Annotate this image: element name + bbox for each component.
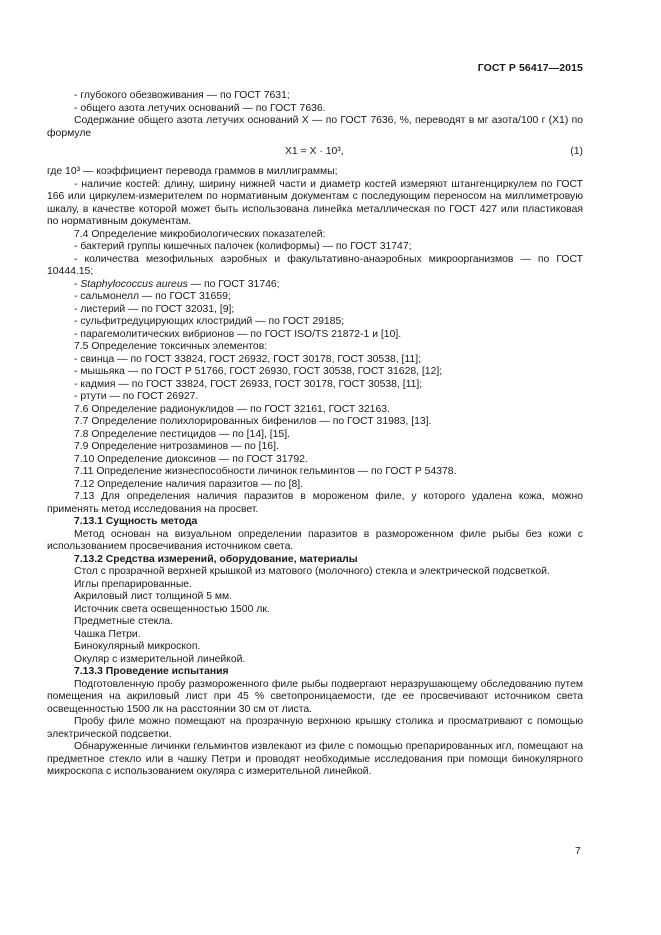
paragraph: Метод основан на визуальном определении паразитов в размороженном филе рыбы без кожи с использованием просвечивания источником света. — [47, 528, 583, 552]
section-line: 7.8 Определение пестицидов — по [14], [15]. — [74, 428, 290, 440]
document-header: ГОСТ Р 56417—2015 — [477, 62, 583, 74]
list-item-text: — по ГОСТ 31746; — [187, 278, 280, 290]
paragraph: Обнаруженные личинки гельминтов извлекают из филе с помощью препарированных игл, помещают на предметное стекло или в чашку Петри и проводят необходимые исследования при помощи бинокулярного микроскопа с использованием окуляра с измерительной линейкой. — [47, 741, 583, 777]
list-item: - сульфитредуцирующих клостридий — по ГОСТ 29185; — [74, 316, 345, 327]
section-heading: 7.5 Определение токсичных элементов: — [74, 341, 268, 352]
list-item: Акриловый лист толщиной 5 мм. — [74, 591, 233, 602]
species-name: Staphylococcus aureus — [80, 278, 188, 290]
paragraph: Подготовленную пробу размороженного филе рыбы подвергают неразрушающему обследованию путем помещения на акриловый лист при 45 % светопроницаемости, где ее просвечивают источником света освещенностью 1500 лк на расстоянии 30 см от листа. — [47, 678, 583, 715]
list-item: Окуляр с измерительной линейкой. — [74, 653, 246, 665]
section-line: 7.11 Определение жизнеспособности личинок гельминтов — по ГОСТ Р 54378. — [74, 466, 457, 477]
formula-number: (1) — [570, 146, 583, 157]
section-line: 7.10 Определение диоксинов — по ГОСТ 31792. — [74, 453, 308, 465]
paragraph: Пробу филе можно помещают на прозрачную верхнюю крышку столика и просматривают с помощью электрической подсветки. — [47, 716, 583, 740]
list-item: - глубокого обезвоживания — по ГОСТ 7631; — [74, 90, 290, 101]
list-item: - Staphylococcus aureus — по ГОСТ 31746; — [74, 278, 280, 290]
subsection-heading: 7.13.3 Проведение испытания — [74, 666, 229, 677]
formula-block — [47, 140, 583, 166]
paragraph: где 10³ — коэффициент перевода граммов в миллиграммы; — [47, 166, 338, 177]
list-item: Чашка Петри. — [74, 628, 141, 640]
list-item: Предметные стекла. — [74, 616, 174, 627]
list-item: - общего азота летучих оснований — по ГОСТ 7636. — [74, 102, 326, 114]
list-item: - листерий — по ГОСТ 32031, [9]; — [74, 303, 235, 315]
subsection-heading: 7.13.2 Средства измерений, оборудование, материалы — [74, 553, 358, 565]
list-item: - наличие костей: длину, ширину нижней части и диаметр костей измеряют штангенциркулем по ГОСТ 166 или циркулем-измерителем по нормативным документам с последующим переносом на миллиметровую шкалу, в качестве которой может быть использована линейка металлическая по ГОСТ 427 или пластиковая по нормативным документам. — [47, 178, 583, 227]
subsection-heading: 7.13.1 Сущность метода — [74, 516, 198, 527]
list-item: - ртути — по ГОСТ 26927. — [74, 391, 199, 402]
paragraph: Содержание общего азота летучих оснований X — по ГОСТ 7636, %, переводят в мг азота/100 г (X1) по формуле — [47, 115, 583, 139]
list-item: - свинца — по ГОСТ 33824, ГОСТ 26932, ГОСТ 30178, ГОСТ 30538, [11]; — [74, 353, 421, 365]
list-item: - парагемолитических вибрионов — по ГОСТ ISO/TS 21872-1 и [10]. — [74, 328, 402, 340]
page-number: 7 — [575, 846, 581, 857]
list-item: Источник света освещенностью 1500 лк. — [74, 603, 270, 615]
list-item: Иглы препарированные. — [74, 578, 192, 590]
list-item: Стол с прозрачной верхней крышкой из матового (молочного) стекла и электрической подсветкой. — [74, 566, 550, 577]
paragraph: 7.13 Для определения наличия паразитов в мороженом филе, у которого удалена кожа, можно применять метод исследования на просвет. — [47, 491, 583, 515]
section-line: 7.12 Определение наличия паразитов — по [8]. — [74, 478, 304, 490]
section-heading: 7.4 Определение микробиологических показателей: — [74, 228, 326, 240]
list-item: Бинокулярный микроскоп. — [74, 641, 201, 652]
list-item: - бактерий группы кишечных палочек (колиформы) — по ГОСТ 31747; — [74, 241, 412, 252]
section-line: 7.7 Определение полихлорированных бифенилов — по ГОСТ 31983, [13]. — [74, 416, 432, 427]
list-item: - сальмонелл — по ГОСТ 31659; — [74, 291, 231, 302]
list-item: - кадмия — по ГОСТ 33824, ГОСТ 26933, ГОСТ 30178, ГОСТ 30538, [11]; — [74, 378, 423, 390]
section-line: 7.9 Определение нитрозаминов — по [16]. — [74, 441, 279, 452]
document-body — [47, 90, 583, 779]
formula: X1 = X · 10³, — [285, 146, 344, 157]
list-item: - мышьяка — по ГОСТ Р 51766, ГОСТ 26930, ГОСТ 30538, ГОСТ 31628, [12]; — [74, 366, 443, 377]
section-line: 7.6 Определение радионуклидов — по ГОСТ 32161, ГОСТ 32163. — [74, 403, 390, 415]
list-item: - количества мезофильных аэробных и факультативно-анаэробных микроорганизмов — по ГОСТ 10444.15; — [47, 253, 583, 277]
